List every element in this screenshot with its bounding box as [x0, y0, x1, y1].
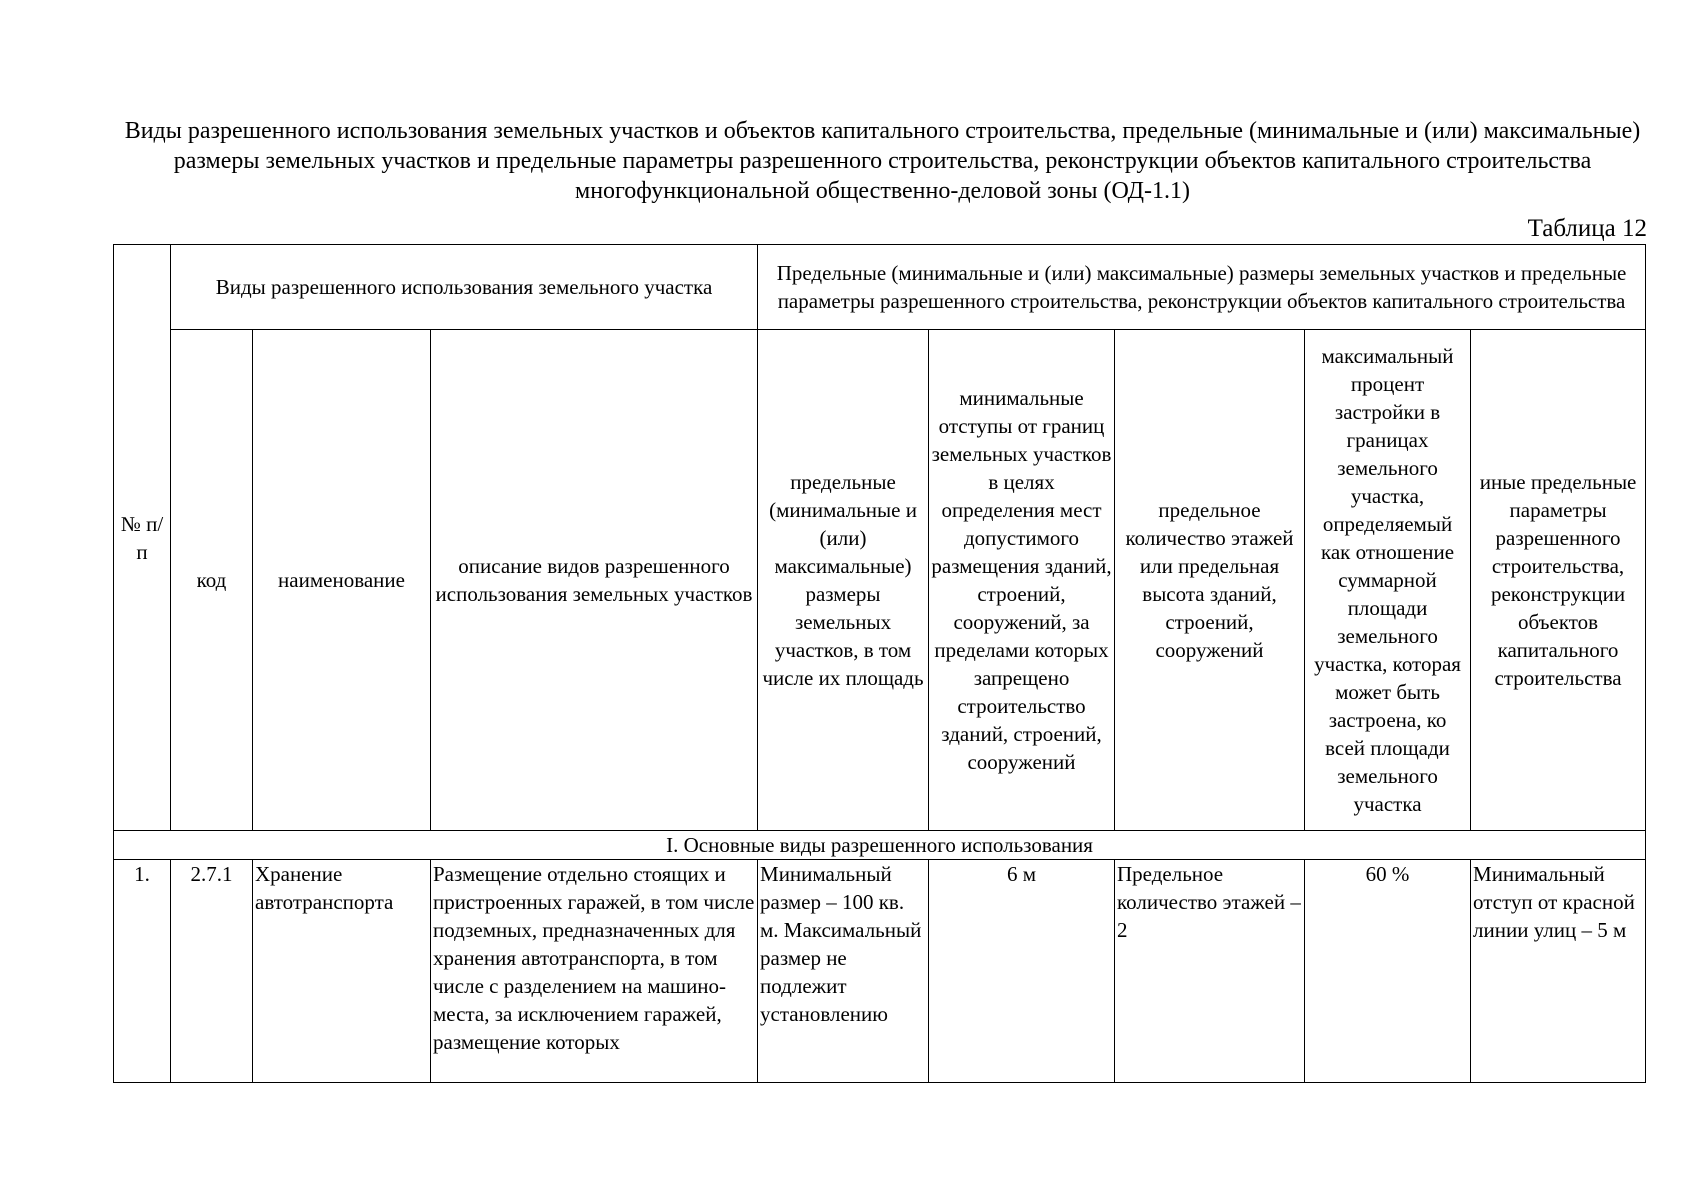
section-row — [114, 831, 1646, 860]
cell-description: Размещение отдельно стоящих и пристроенных гаражей, в том числе подземных, предназначенных для хранения автотранспорта, в том числе с разделением на машино-места, за исключением гаражей, размещение которых — [431, 860, 758, 1083]
cell-code: 2.7.1 — [171, 860, 253, 1083]
cell-size: Минимальный размер – 100 кв. м. Максимальный размер не подлежит установлению — [758, 860, 929, 1083]
header-name: наименование — [253, 330, 431, 831]
header-other: иные предельные параметры разрешенного строительства, реконструкции объектов капитального строительства — [1471, 330, 1646, 831]
cell-floors: Предельное количество этажей – 2 — [1115, 860, 1305, 1083]
cell-setback: 6 м — [929, 860, 1115, 1083]
header-size: предельные (минимальные и (или) максимальные) размеры земельных участков, в том числе их площадь — [758, 330, 929, 831]
header-code: код — [171, 330, 253, 831]
header-description: описание видов разрешенного использования земельных участков — [431, 330, 758, 831]
cell-num: 1. — [114, 860, 171, 1083]
header-group-params: Предельные (минимальные и (или) максимальные) размеры земельных участков и предельные параметры разрешенного строительства, реконструкции объектов капитального строительства — [758, 245, 1646, 330]
table-row — [114, 860, 1646, 1083]
cell-name: Хранение автотранспорта — [253, 860, 431, 1083]
header-num: № п/п — [114, 245, 171, 831]
cell-other: Минимальный отступ от красной линии улиц – 5 м — [1471, 860, 1646, 1083]
land-use-table — [113, 244, 1646, 1083]
header-group-use: Виды разрешенного использования земельного участка — [171, 245, 758, 330]
header-setback: минимальные отступы от границ земельных участков в целях определения мест допустимого размещения зданий, строений, сооружений, за пределами которых запрещено строительство зданий, строений, сооружений — [929, 330, 1115, 831]
header-row-columns — [114, 330, 1646, 831]
table-caption: Таблица 12 — [1527, 215, 1647, 242]
cell-coverage: 60 % — [1305, 860, 1471, 1083]
section-title: I. Основные виды разрешенного использования — [114, 831, 1646, 860]
header-floors: предельное количество этажей или предельная высота зданий, строений, сооружений — [1115, 330, 1305, 831]
header-row-group — [114, 245, 1646, 330]
document-title: Виды разрешенного использования земельных участков и объектов капитального строительства, предельные (минимальные и (или) максимальные) размеры земельных участков и предельные параметры разрешенного строительства, реконструкции объектов капитального строительства многофункциональной общественно-деловой зоны (ОД-1.1) — [124, 118, 1641, 204]
header-coverage: максимальный процент застройки в границах земельного участка, определяемый как отношение суммарной площади земельного участка, которая может быть застроена, ко всей площади земельного участка — [1305, 330, 1471, 831]
